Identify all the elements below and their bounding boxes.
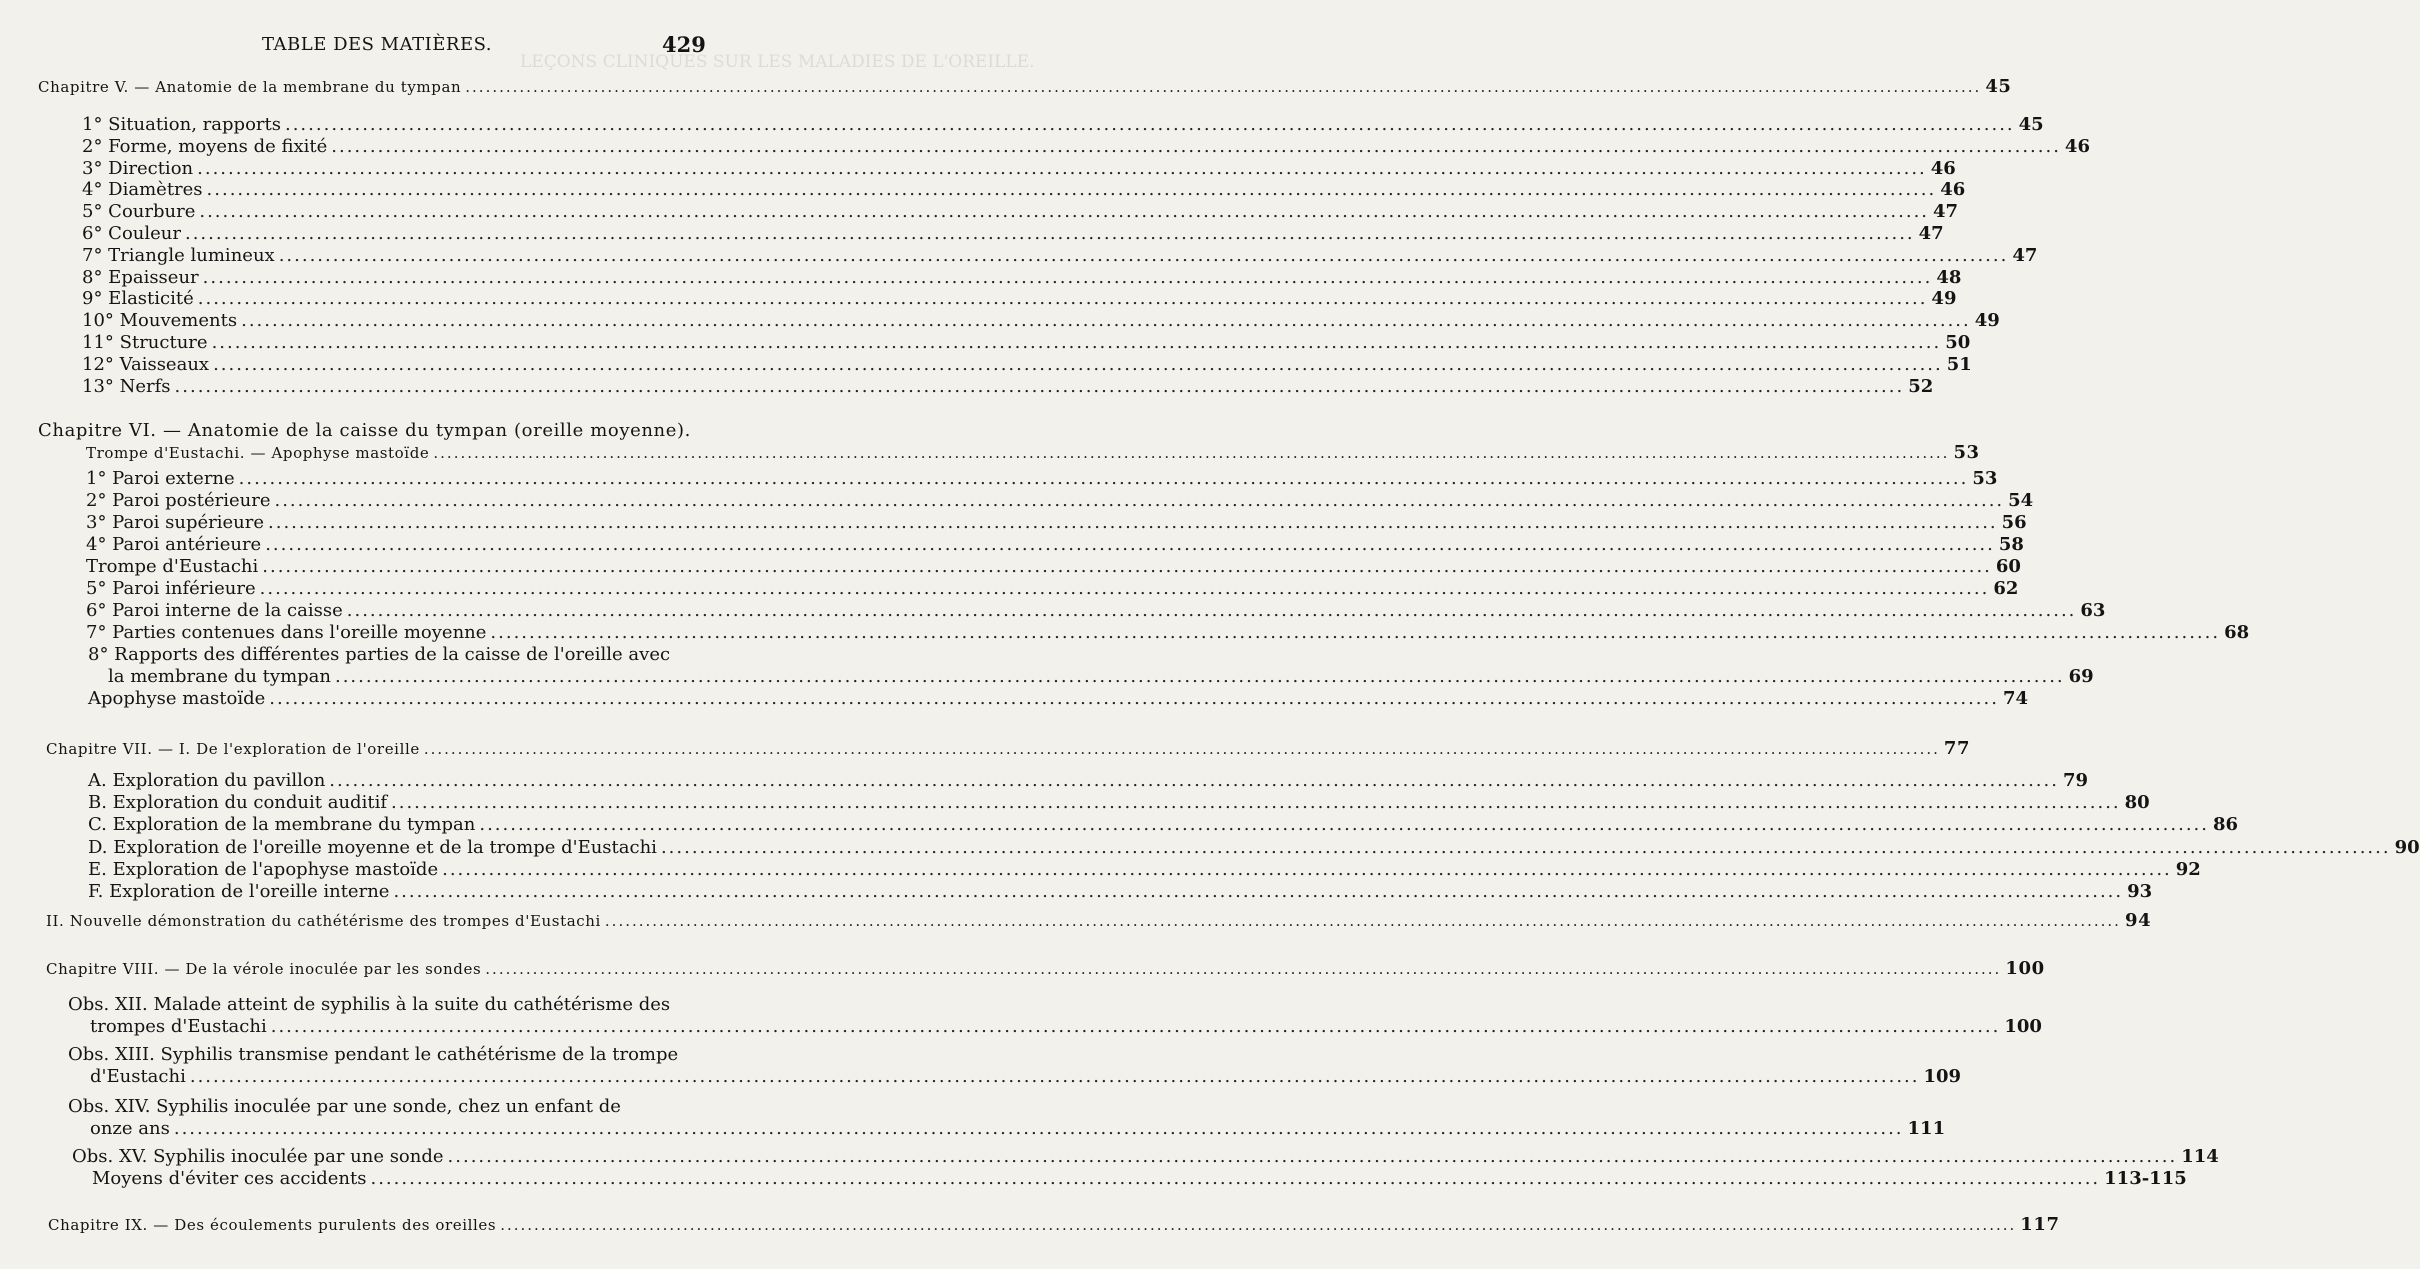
- page-title: TABLE DES MATIÈRES.: [262, 34, 492, 55]
- toc-entry-ch6-item-1[interactable]: 1° Paroi externe ..... 53: [86, 468, 698, 490]
- toc-entry-ch5-item-3[interactable]: 3° Direction ..... 46: [82, 158, 698, 180]
- toc-entry-ch7-item-2[interactable]: B. Exploration du conduit auditif ..... 80: [88, 792, 708, 814]
- toc-entry-ch6-item-6[interactable]: 5° Paroi inférieure ..... 62: [86, 578, 698, 600]
- page-header: [0, 34, 800, 60]
- page-number: 429: [662, 32, 706, 57]
- toc-entry-ch5-item-5[interactable]: 5° Courbure ..... 47: [82, 201, 698, 223]
- toc-entry-ch7-item-1[interactable]: A. Exploration du pavillon ..... 79: [88, 770, 708, 792]
- toc-entry-ch6-item-4[interactable]: 4° Paroi antérieure ..... 58: [86, 534, 698, 556]
- toc-entry-item-8-line1[interactable]: 8° Rapports des différentes parties de la caisse de l'oreille avec: [88, 644, 671, 665]
- toc-entry-ch5-item-11[interactable]: 11° Structure ..... 50: [82, 332, 698, 354]
- toc-entry-obs-13-line1[interactable]: Obs. XIII. Syphilis transmise pendant le cathétérisme de la trompe: [68, 1044, 679, 1065]
- toc-entry-ch5-item-6[interactable]: 6° Couleur ..... 47: [82, 223, 698, 245]
- toc-entry-chapter-7[interactable]: Chapitre VII. — I. De l'exploration de l'oreille ..... 77: [46, 738, 698, 760]
- toc-entry-ch5-item-1[interactable]: 1° Situation, rapports ..... 45: [82, 114, 698, 136]
- toc-entry-ch7-item-5[interactable]: E. Exploration de l'apophyse mastoïde ..... 92: [88, 859, 708, 881]
- toc-entry-ch6-item-2[interactable]: 2° Paroi postérieure ..... 54: [86, 490, 698, 512]
- toc-entry-item-8-line2[interactable]: la membrane du tympan ..... 69: [108, 666, 698, 688]
- toc-entry-obs-12-line2[interactable]: trompes d'Eustachi ..... 100: [90, 1016, 708, 1038]
- toc-entry-ch6-item-7[interactable]: 6° Paroi interne de la caisse ..... 63: [86, 600, 698, 622]
- toc-entry-ch5-item-2[interactable]: 2° Forme, moyens de fixité ..... 46: [82, 136, 698, 158]
- toc-entry-ch5-item-13[interactable]: 13° Nerfs ..... 52: [82, 376, 698, 398]
- toc-entry-ch7-item-4[interactable]: D. Exploration de l'oreille moyenne et de la trompe d'Eustachi ..... 90: [88, 837, 708, 859]
- toc-entry-chapter-6[interactable]: Chapitre VI. — Anatomie de la caisse du tympan (oreille moyenne).: [38, 420, 691, 441]
- toc-entry-obs-15[interactable]: Obs. XV. Syphilis inoculée par une sonde ..... 114: [72, 1146, 708, 1168]
- toc-entry-ch7-item-6[interactable]: F. Exploration de l'oreille interne ..... 93: [88, 881, 708, 903]
- toc-entry-ch5-item-7[interactable]: 7° Triangle lumineux ..... 47: [82, 245, 698, 267]
- toc-entry-obs-14-line1[interactable]: Obs. XIV. Syphilis inoculée par une sonde, chez un enfant de: [68, 1096, 621, 1117]
- toc-entry-ch5-item-4[interactable]: 4° Diamètres ..... 46: [82, 179, 698, 201]
- toc-entry-obs-13-line2[interactable]: d'Eustachi ..... 109: [90, 1066, 708, 1088]
- toc-entry-ch5-item-10[interactable]: 10° Mouvements ..... 49: [82, 310, 698, 332]
- show-through-text: LEÇONS CLINIQUES SUR LES MALADIES DE L'OREILLE.: [520, 52, 1035, 72]
- toc-entry-chapter-8[interactable]: Chapitre VIII. — De la vérole inoculée par les sondes ..... 100: [46, 958, 708, 980]
- toc-entry-ch5-item-9[interactable]: 9° Elasticité ..... 49: [82, 288, 698, 310]
- toc-entry-ch6-item-3[interactable]: 3° Paroi supérieure ..... 56: [86, 512, 698, 534]
- toc-entry-chapter-9[interactable]: Chapitre IX. — Des écoulements purulents des oreilles ..... 117: [48, 1214, 708, 1236]
- toc-entry-trompe-apophyse[interactable]: Trompe d'Eustachi. — Apophyse mastoïde ..... 53: [86, 442, 698, 464]
- toc-entry-catheterisme[interactable]: II. Nouvelle démonstration du cathétérisme des trompes d'Eustachi ..... 94: [46, 910, 712, 932]
- toc-entry-ch5-item-8[interactable]: 8° Epaisseur ..... 48: [82, 267, 698, 289]
- toc-entry-ch6-item-5[interactable]: Trompe d'Eustachi ..... 60: [86, 556, 698, 578]
- toc-entry-moyens[interactable]: Moyens d'éviter ces accidents ..... 113-115: [92, 1168, 708, 1190]
- toc-entry-ch6-item-8[interactable]: 7° Parties contenues dans l'oreille moyenne ..... 68: [86, 622, 698, 644]
- toc-entry-ch5-item-12[interactable]: 12° Vaisseaux ..... 51: [82, 354, 698, 376]
- toc-entry-apophyse-mastoide[interactable]: Apophyse mastoïde ..... 74: [88, 688, 698, 710]
- toc-entry-chapter-5[interactable]: Chapitre V. — Anatomie de la membrane du tympan ..... 45: [38, 76, 698, 98]
- toc-entry-ch7-item-3[interactable]: C. Exploration de la membrane du tympan ..... 86: [88, 814, 708, 836]
- toc-entry-obs-14-line2[interactable]: onze ans ..... 111: [90, 1118, 708, 1140]
- toc-entry-obs-12-line1[interactable]: Obs. XII. Malade atteint de syphilis à la suite du cathétérisme des: [68, 994, 671, 1015]
